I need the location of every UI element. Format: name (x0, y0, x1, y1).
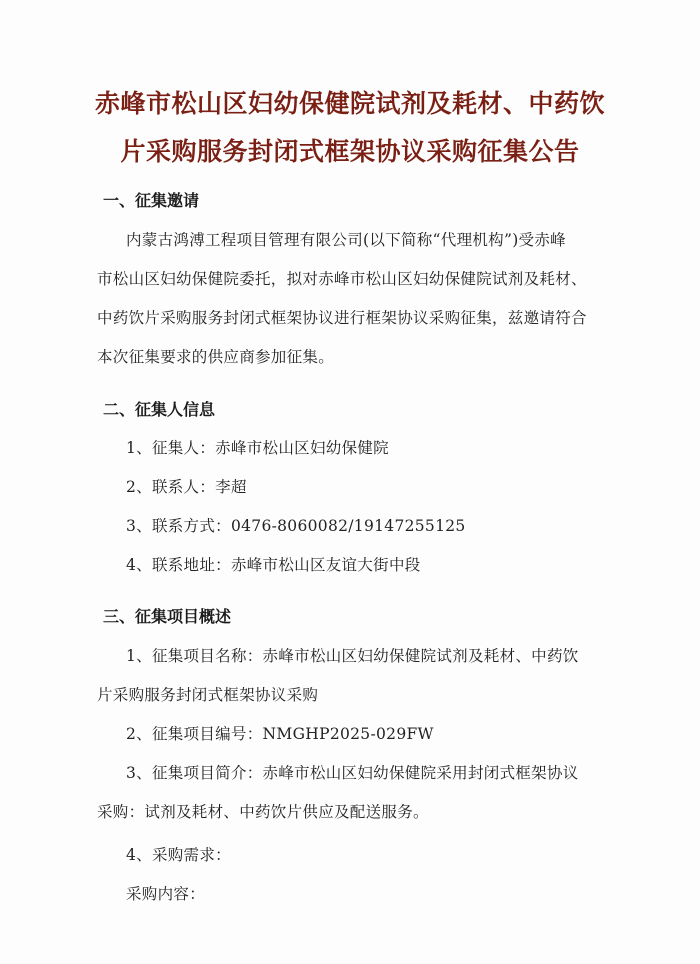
document-title-line-2: 片采购服务封闭式框架协议采购征集公告 (120, 137, 580, 166)
project-number: 2、征集项目编号：NMGHP2025-029FW (126, 725, 434, 743)
contact-organization: 1、征集人：赤峰市松山区妇幼保健院 (126, 439, 389, 457)
document-title-line-1: 赤峰市松山区妇幼保健院试剂及耗材、中药饮 (94, 89, 605, 118)
contact-phone: 3、联系方式：0476-8060082/19147255125 (126, 517, 466, 535)
section-2-heading: 二、征集人信息 (103, 400, 216, 419)
section-1-line-2: 市松山区妇幼保健院委托，拟对赤峰市松山区妇幼保健院试剂及耗材、 (97, 270, 587, 288)
contact-address: 4、联系地址：赤峰市松山区友谊大街中段 (126, 556, 421, 574)
section-1-line-1: 内蒙古鸿溥工程项目管理有限公司(以下简称“代理机构”)受赤峰 (126, 231, 566, 249)
section-1-heading: 一、征集邀请 (103, 191, 200, 210)
section-1-line-3: 中药饮片采购服务封闭式框架协议进行框架协议采购征集，兹邀请符合 (97, 309, 587, 327)
procurement-requirements: 4、采购需求： (126, 846, 231, 864)
contact-person: 2、联系人：李超 (126, 478, 247, 496)
project-summary-line-2: 采购：试剂及耗材、中药饮片供应及配送服务。 (97, 803, 429, 821)
procurement-content-label: 采购内容： (126, 885, 206, 903)
project-name-line-2: 片采购服务封闭式框架协议采购 (97, 686, 319, 704)
project-summary-line-1: 3、征集项目简介：赤峰市松山区妇幼保健院采用封闭式框架协议 (126, 764, 579, 782)
section-3-heading: 三、征集项目概述 (103, 607, 232, 626)
project-name-line-1: 1、征集项目名称：赤峰市松山区妇幼保健院试剂及耗材、中药饮 (126, 647, 579, 665)
section-1-line-4: 本次征集要求的供应商参加征集。 (97, 348, 335, 366)
